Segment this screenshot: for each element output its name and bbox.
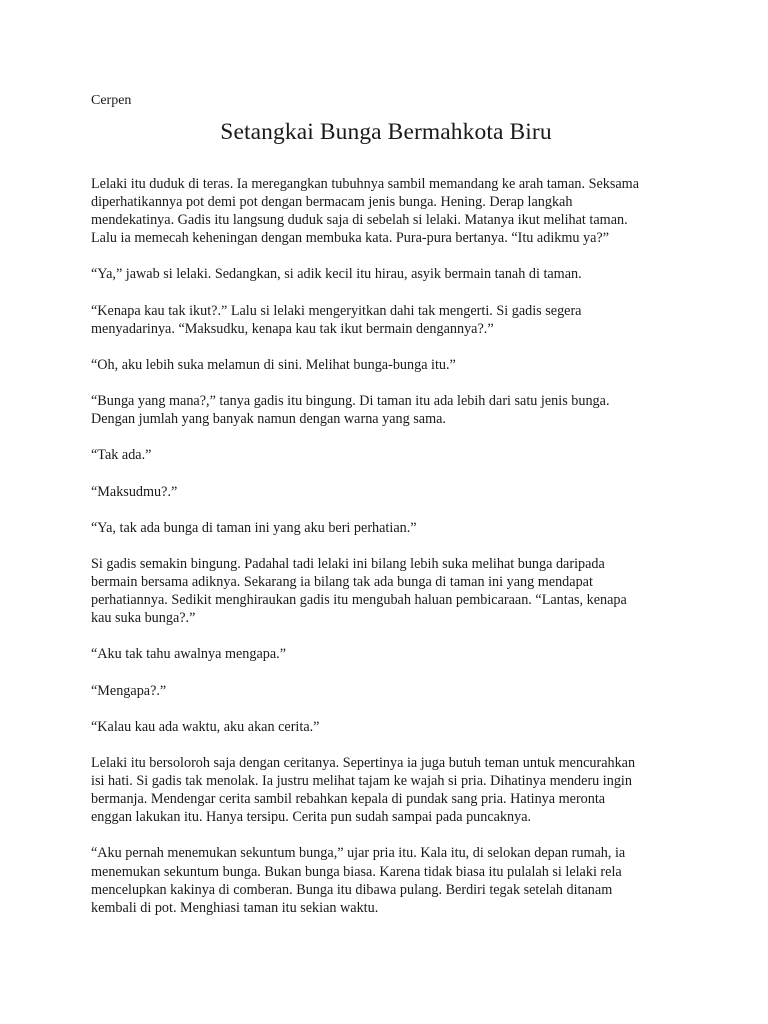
story-paragraph [91,519,681,537]
story-paragraph [91,265,681,283]
paragraph-line: “Aku pernah menemukan sekuntum bunga,” ujar pria itu. Kala itu, di selokan depan rumah, ia [91,845,626,862]
story-paragraph [91,645,681,663]
paragraph-line: menyadarinya. “Maksudku, kenapa kau tak ikut bermain dengannya?.” [91,320,494,337]
paragraph-line: enggan lakukan itu. Hanya tersipu. Cerita pun sudah sampai pada puncaknya. [91,809,532,826]
story-paragraph [91,682,681,700]
paragraph-line: “Kalau kau ada waktu, aku akan cerita.” [91,718,320,735]
paragraph-line: bermanja. Mendengar cerita sambil rebahkan kepala di pundak sang pria. Hatinya meronta [91,791,606,808]
story-paragraph [91,844,681,916]
paragraph-line: “Kenapa kau tak ikut?.” Lalu si lelaki mengeryitkan dahi tak mengerti. Si gadis segera [91,302,582,319]
story-paragraph [91,392,681,428]
paragraph-line: bermain bersama adiknya. Sekarang ia bilang tak ada bunga di taman ini yang mendapat [91,574,593,591]
story-paragraph [91,754,681,826]
paragraph-line: “Bunga yang mana?,” tanya gadis itu bingung. Di taman itu ada lebih dari satu jenis bunga. [91,393,610,410]
story-paragraph [91,555,681,627]
paragraph-line: mencelupkan kakinya di comberan. Bunga itu dibawa pulang. Berdiri tegak setelah ditanam [91,881,613,898]
paragraph-line: diperhatikannya pot demi pot dengan bermacam jenis bunga. Hening. Derap langkah [91,194,573,211]
story-paragraph [91,175,681,247]
paragraph-line: perhatiannya. Sedikit menghiraukan gadis itu mengubah haluan pembicaraan. “Lantas, kenapa [91,592,627,609]
paragraph-line: Dengan jumlah yang banyak namun dengan warna yang sama. [91,411,446,428]
paragraph-line: menemukan sekuntum bunga. Bukan bunga biasa. Karena tidak biasa itu pulalah si lelaki rela [91,863,622,880]
paragraph-line: “Oh, aku lebih suka melamun di sini. Melihat bunga-bunga itu.” [91,356,456,373]
paragraph-line: kau suka bunga?.” [91,610,196,627]
paragraph-line: isi hati. Si gadis tak menolak. Ia justru melihat tajam ke wajah si pria. Dihatinya menderu ingin [91,773,632,790]
paragraph-line: mendekatinya. Gadis itu langsung duduk saja di sebelah si lelaki. Matanya ikut melihat taman. [91,212,628,229]
story-body [91,175,681,917]
story-paragraph [91,446,681,464]
document-page [91,92,681,935]
story-paragraph [91,356,681,374]
paragraph-line: “Tak ada.” [91,447,152,464]
document-title: Setangkai Bunga Bermahkota Biru [220,119,552,145]
story-paragraph [91,483,681,501]
story-paragraph [91,718,681,736]
paragraph-line: “Ya, tak ada bunga di taman ini yang aku beri perhatian.” [91,519,417,536]
paragraph-line: “Aku tak tahu awalnya mengapa.” [91,646,286,663]
story-paragraph [91,302,681,338]
paragraph-line: “Ya,” jawab si lelaki. Sedangkan, si adik kecil itu hirau, asyik bermain tanah di taman. [91,266,582,283]
paragraph-line: kembali di pot. Menghiasi taman itu sekian waktu. [91,899,379,916]
paragraph-line: “Mengapa?.” [91,682,167,699]
paragraph-line: “Maksudmu?.” [91,483,178,500]
paragraph-line: Lelaki itu bersoloroh saja dengan ceritanya. Sepertinya ia juga butuh teman untuk mencurahkan [91,755,636,771]
paragraph-line: Si gadis semakin bingung. Padahal tadi lelaki ini bilang lebih suka melihat bunga daripada [91,555,605,572]
document-label: Cerpen [91,93,132,108]
paragraph-line: Lelaki itu duduk di teras. Ia meregangkan tubuhnya sambil memandang ke arah taman. Seksama [91,176,640,192]
paragraph-line: Lalu ia memecah keheningan dengan membuka kata. Pura-pura bertanya. “Itu adikmu ya?” [91,230,610,247]
